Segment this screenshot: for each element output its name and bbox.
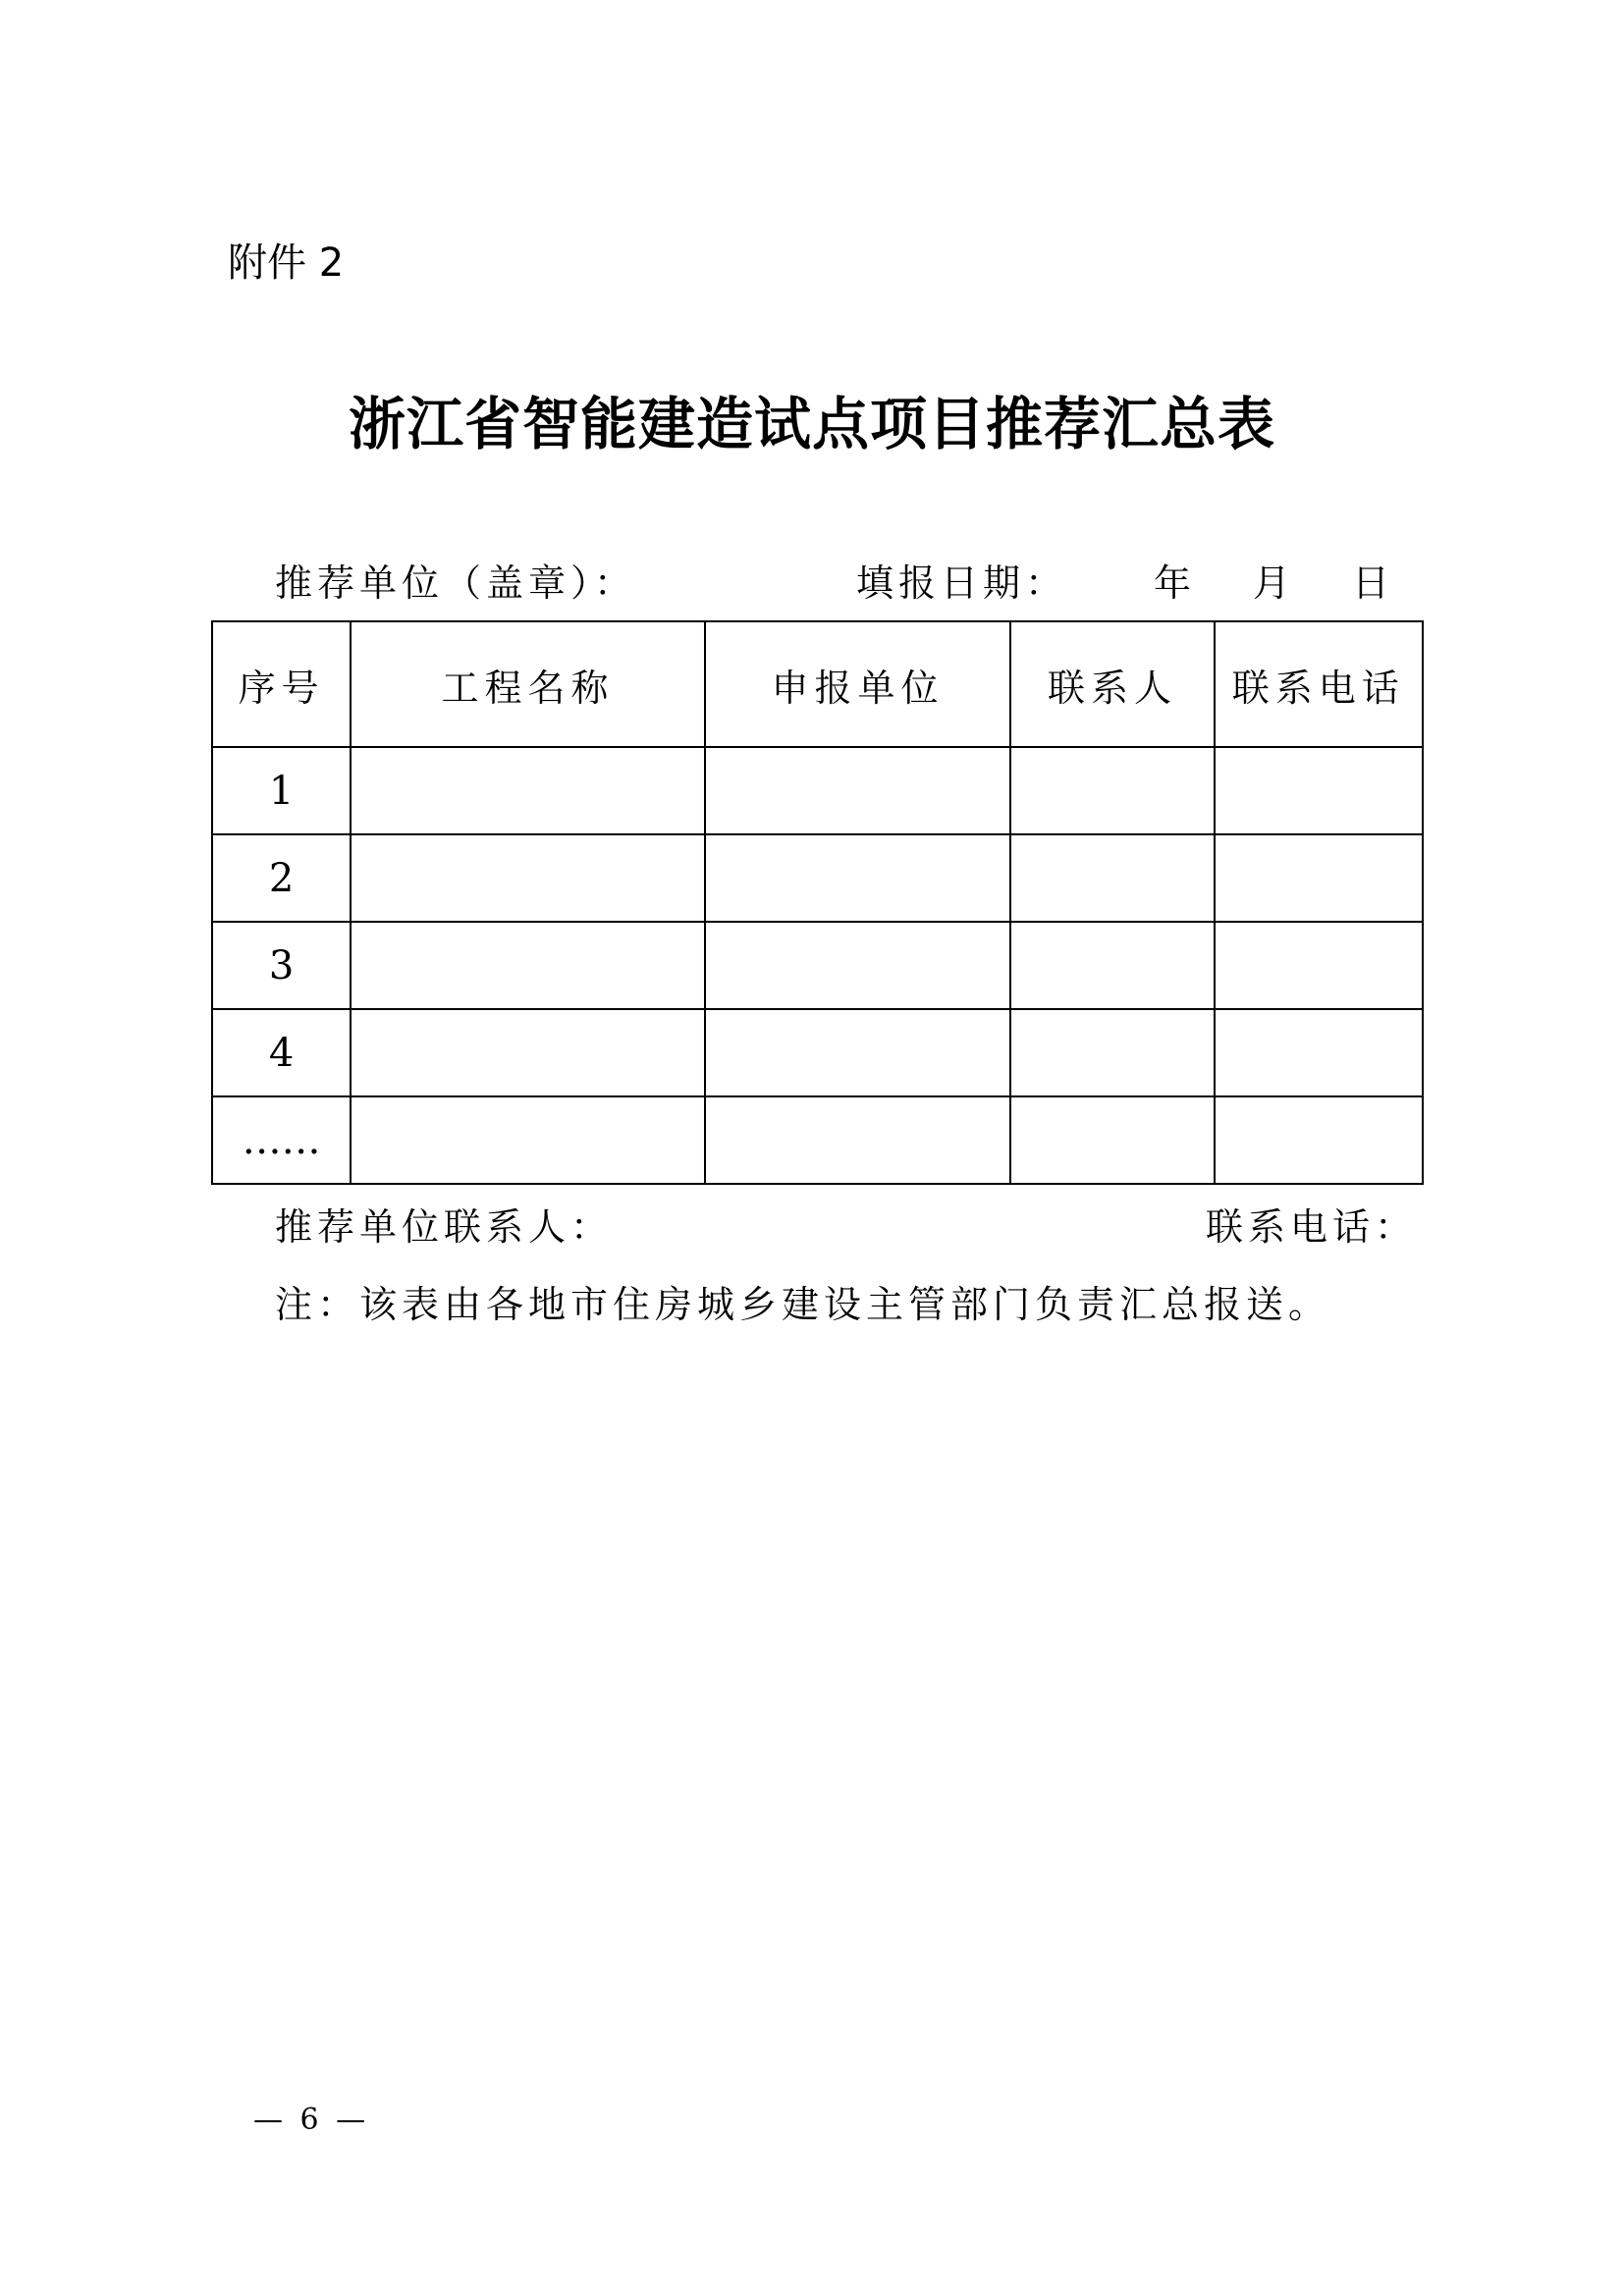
recommendation-summary-table — [211, 620, 1424, 1185]
cell-serial-no: 4 — [212, 1009, 351, 1096]
month-label: 月 — [1253, 561, 1296, 605]
day-label: 日 — [1352, 561, 1395, 605]
header-project-name: 工程名称 — [351, 621, 705, 747]
contact-phone-label: 联系电话： — [1206, 1205, 1418, 1249]
cell-contact-phone[interactable] — [1215, 834, 1423, 922]
table-header-row — [212, 621, 1423, 747]
cell-applicant-unit[interactable] — [705, 1096, 1011, 1184]
cell-applicant-unit[interactable] — [705, 747, 1011, 834]
cell-project-name[interactable] — [351, 834, 705, 922]
cell-project-name[interactable] — [351, 1096, 705, 1184]
cell-project-name[interactable] — [351, 922, 705, 1009]
cell-applicant-unit[interactable] — [705, 1009, 1011, 1096]
cell-contact-person[interactable] — [1010, 834, 1214, 922]
cell-applicant-unit[interactable] — [705, 834, 1011, 922]
cell-project-name[interactable] — [351, 747, 705, 834]
year-label: 年 — [1154, 561, 1197, 605]
footnote: 注：该表由各地市住房城乡建设主管部门负责汇总报送。 — [275, 1283, 1331, 1326]
fill-date-label: 填报日期： — [856, 561, 1068, 605]
cell-serial-no: 1 — [212, 747, 351, 834]
cell-contact-person[interactable] — [1010, 922, 1214, 1009]
cell-contact-phone[interactable] — [1215, 1009, 1423, 1096]
cell-contact-phone[interactable] — [1215, 747, 1423, 834]
header-applicant-unit: 申报单位 — [705, 621, 1011, 747]
cell-project-name[interactable] — [351, 1009, 705, 1096]
cell-applicant-unit[interactable] — [705, 922, 1011, 1009]
header-contact-person: 联系人 — [1010, 621, 1214, 747]
cell-serial-no: 2 — [212, 834, 351, 922]
table-row — [212, 1096, 1423, 1184]
page-number: — 6 — — [253, 2103, 370, 2137]
cell-serial-no: 3 — [212, 922, 351, 1009]
table-row — [212, 1009, 1423, 1096]
cell-contact-person[interactable] — [1010, 747, 1214, 834]
page-title: 浙江省智能建造试点项目推荐汇总表 — [348, 391, 1275, 457]
table-row — [212, 747, 1423, 834]
fill-date-row — [856, 558, 1394, 609]
table-row — [212, 834, 1423, 922]
table-row — [212, 922, 1423, 1009]
header-serial-no: 序号 — [212, 621, 351, 747]
cell-contact-phone[interactable] — [1215, 922, 1423, 1009]
header-contact-phone: 联系电话 — [1215, 621, 1423, 747]
recommender-contact-label: 推荐单位联系人： — [275, 1205, 614, 1249]
cell-contact-phone[interactable] — [1215, 1096, 1423, 1184]
cell-serial-no: …… — [212, 1096, 351, 1184]
cell-contact-person[interactable] — [1010, 1009, 1214, 1096]
recommender-unit-label: 推荐单位（盖章）： — [275, 561, 637, 605]
cell-contact-person[interactable] — [1010, 1096, 1214, 1184]
attachment-label: 附件 2 — [228, 240, 345, 286]
